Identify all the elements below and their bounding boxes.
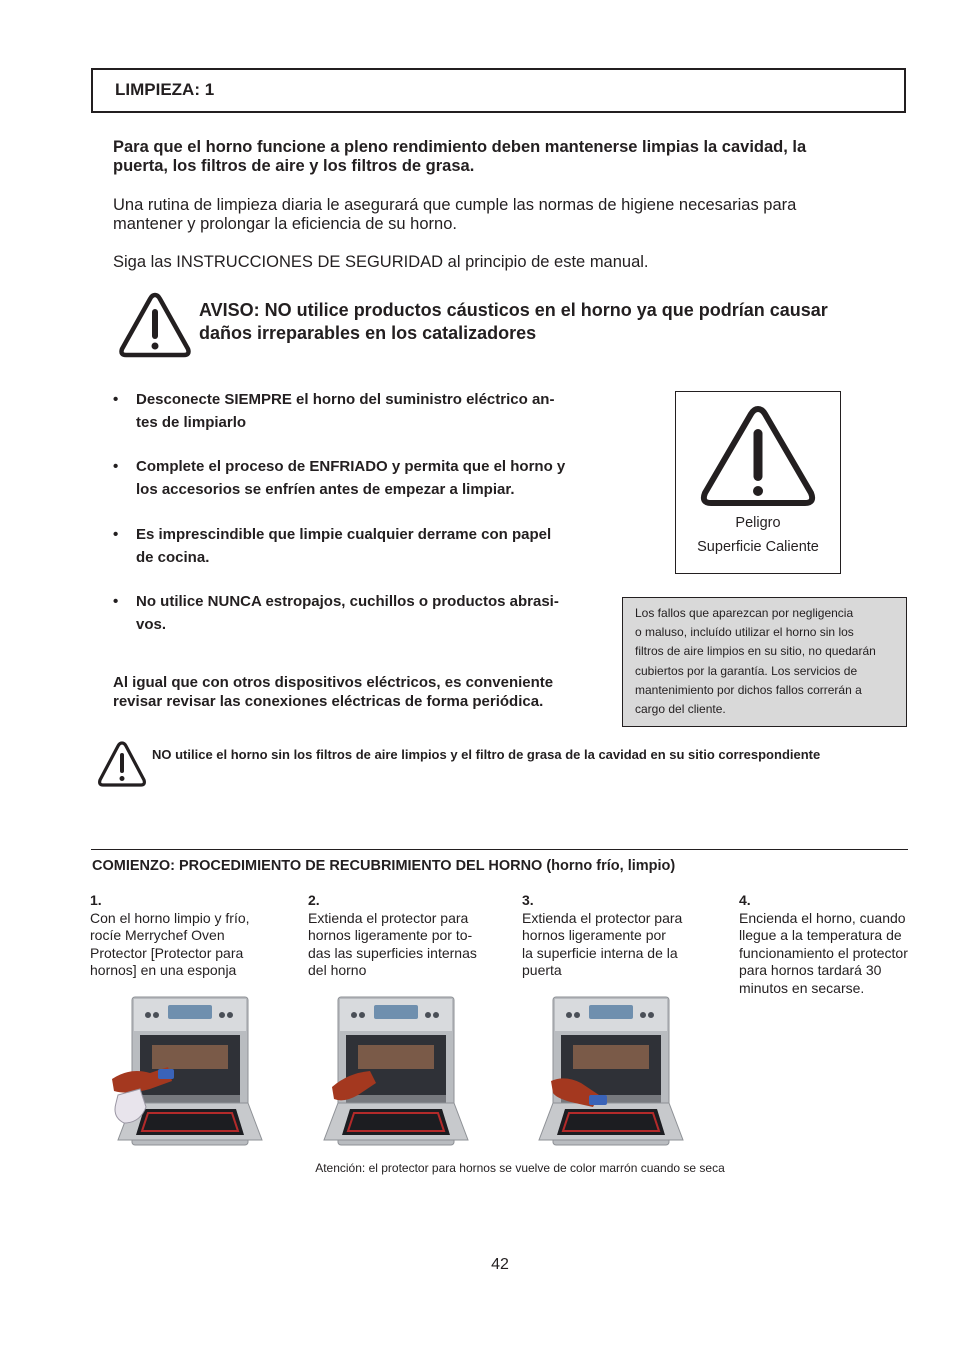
electrical-line-2: revisar revisar las conexiones eléctricas de forma periódica. xyxy=(113,693,544,710)
warranty-line: o maluso, incluído utilizar el horno sin los xyxy=(635,625,854,640)
bullet-line-1: Es imprescindible que limpie cualquier derrame con papel xyxy=(136,526,552,543)
step-number: 4. xyxy=(739,892,751,908)
step-line: hornos ligeramente por to- xyxy=(308,927,473,943)
section-divider xyxy=(91,849,908,850)
step-line: Extienda el protector para xyxy=(522,909,683,926)
warranty-line: filtros de aire limpios en su sitio, no quedarán xyxy=(635,644,876,659)
hot-surface-danger-sign xyxy=(675,391,841,574)
list-item xyxy=(113,455,603,501)
step-line: das las superficies internas xyxy=(308,944,477,961)
electrical-line-1: Al igual que con otros dispositivos eléctricos, es conveniente xyxy=(113,674,554,691)
oven-spray-sponge-image xyxy=(110,995,270,1147)
oven-spread-cavity-image xyxy=(318,995,478,1147)
section-title: LIMPIEZA: 1 xyxy=(115,80,215,99)
warranty-line: Los fallos que aparezcan por negligencia xyxy=(635,606,854,620)
step-number: 2. xyxy=(308,892,320,908)
step-line: hornos] en una esponja xyxy=(90,962,237,978)
bullet-dot: • xyxy=(113,593,119,610)
bullet-line-2: vos. xyxy=(136,616,167,633)
list-item xyxy=(113,523,603,569)
page-number: 42 xyxy=(491,1256,509,1273)
intro-bold-line-1: Para que el horno funcione a pleno rendimiento deben mantenerse limpias la cavidad, la xyxy=(113,138,807,156)
danger-label: Peligro xyxy=(735,515,781,531)
warning-triangle-icon xyxy=(697,403,819,511)
step-line: puerta xyxy=(522,962,562,978)
bullet-line-1: Desconecte SIEMPRE el horno del suministro eléctrico an- xyxy=(136,391,555,408)
warranty-line: cubiertos por la garantía. Los servicios de xyxy=(635,663,858,678)
bullet-line-2: los accesorios se enfríen antes de empezar a limpiar. xyxy=(136,481,515,498)
procedure-step-2 xyxy=(308,892,508,980)
oven-spread-door-image xyxy=(535,995,695,1147)
step-line: minutos en secarse. xyxy=(739,979,865,996)
bullet-line-1: Complete el proceso de ENFRIADO y permita que el horno y xyxy=(136,458,566,475)
warranty-line: cargo del cliente. xyxy=(635,702,726,717)
safety-instructions-note: Siga las INSTRUCCIONES DE SEGURIDAD al principio de este manual. xyxy=(113,253,649,271)
list-item xyxy=(113,590,603,636)
list-item xyxy=(113,388,603,434)
bullet-dot: • xyxy=(113,391,119,408)
bullet-dot: • xyxy=(113,526,119,543)
step-line: rocíe Merrychef Oven xyxy=(90,927,225,943)
warranty-note-box xyxy=(622,597,907,727)
bullet-dot: • xyxy=(113,458,119,475)
hot-surface-label: Superficie Caliente xyxy=(697,539,819,555)
procedure-step-1 xyxy=(90,892,290,980)
caustic-warning-line-2: daños irreparables en los catalizadores xyxy=(199,323,537,343)
caustic-warning-line-1: AVISO: NO utilice productos cáusticos en el horno ya que podrían causar xyxy=(199,300,828,320)
intro-bold-line-2: puerta, los filtros de aire y los filtros de grasa. xyxy=(113,157,475,175)
step-number: 3. xyxy=(522,892,534,908)
step-line: Extienda el protector para xyxy=(308,909,469,926)
step-line: Con el horno limpio y frío, xyxy=(90,909,250,926)
step-line: del horno xyxy=(308,962,367,978)
step-line: funcionamiento el protector xyxy=(739,944,908,961)
procedure-title: COMIENZO: PROCEDIMIENTO DE RECUBRIMIENTO DEL HORNO (horno frío, limpio) xyxy=(92,858,676,874)
step-line: Protector [Protector para xyxy=(90,944,244,961)
filter-warning-text: NO utilice el horno sin los filtros de aire limpios y el filtro de grasa de la cavidad en su sitio correspondiente xyxy=(152,747,821,762)
procedure-step-3 xyxy=(522,892,722,980)
bullet-line-2: tes de limpiarlo xyxy=(136,414,247,431)
section-header-box xyxy=(91,68,906,113)
step-line: para hornos tardará 30 xyxy=(739,962,882,978)
step-number: 1. xyxy=(90,892,102,908)
step-line: llegue a la temperatura de xyxy=(739,927,902,943)
step-line: Encienda el horno, cuando xyxy=(739,909,906,926)
routine-line-1: Una rutina de limpieza diaria le asegurará que cumple las normas de higiene necesarias para xyxy=(113,196,797,214)
warning-triangle-icon xyxy=(97,740,147,788)
procedure-step-4 xyxy=(739,892,939,997)
bullet-line-2: de cocina. xyxy=(136,549,210,566)
electrical-check-note xyxy=(113,673,553,711)
routine-line-2: mantener y prolongar la eficiencia de su horno. xyxy=(113,215,457,233)
bullet-line-1: No utilice NUNCA estropajos, cuchillos o productos abrasi- xyxy=(136,593,559,610)
warranty-line: mantenimiento por dichos fallos correrán a xyxy=(635,682,862,697)
step-line: la superficie interna de la xyxy=(522,944,678,961)
warning-triangle-icon xyxy=(118,291,192,359)
procedure-note: Atención: el protector para hornos se vuelve de color marrón cuando se seca xyxy=(315,1161,725,1175)
step-line: hornos ligeramente por xyxy=(522,927,666,943)
